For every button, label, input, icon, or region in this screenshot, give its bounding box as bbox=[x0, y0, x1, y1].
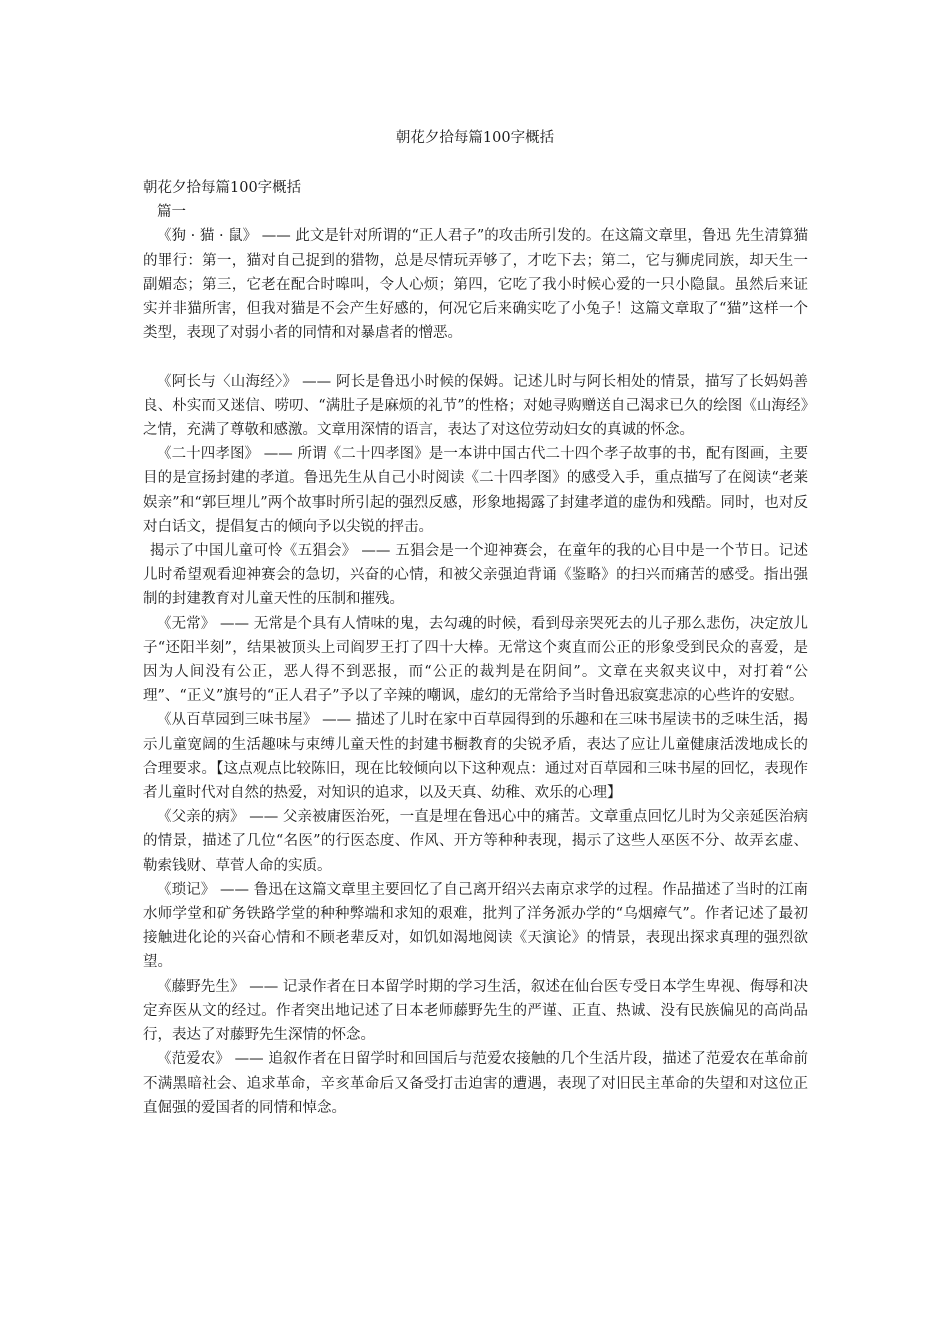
paragraph-baicaoyuan: 《从百草园到三味书屋》 —— 描述了儿时在家中百草园得到的乐趣和在三味书屋读书的乏味生活，揭示儿童宽阔的生活趣味与束缚儿童天性的封建书橱教育的尖锐矛盾，表达了应让儿童健康活泼地成长的合理要求。【这点观点比较陈旧，现在比较倾向以下这种观点：通过对百草园和三味书屋的回忆，表现作者儿童时代对自然的热爱，对知识的追求，以及天真、幼稚、欢乐的心理】 bbox=[143, 712, 808, 802]
document-subtitle: 朝花夕拾每篇100字概括 bbox=[143, 180, 302, 196]
section-label: 篇一 bbox=[157, 204, 186, 221]
paragraph-wuchang-festival: 揭示了中国儿童可怜《五猖会》 —— 五猖会是一个迎神赛会，在童年的我的心目中是一个节日。记述儿时希望观看迎神赛会的急切，兴奋的心情，和被父亲强迫背诵《鉴略》的扫兴而痛苦的感受。指出强制的封建教育对儿童天性的压制和摧残。 bbox=[143, 543, 808, 608]
paragraph-ah-chang: 《阿长与〈山海经〉》 —— 阿长是鲁迅小时候的保姆。记述儿时与阿长相处的情景，描写了长妈妈善良、朴实而又迷信、唠叨、“满肚子是麻烦的礼节”的性格；对她寻购赠送自己渴求已久的绘图《山海经》之情，充满了尊敬和感激。文章用深情的语言，表达了对这位劳动妇女的真诚的怀念。 bbox=[143, 373, 808, 439]
paragraph-wuchang: 《无常》 —— 无常是个具有人情味的鬼，去勾魂的时候，看到母亲哭死去的儿子那么悲伤，决定放儿子“还阳半刻”，结果被顶头上司阎罗王打了四十大棒。无常这个爽直而公正的形象受到民众的喜爱，是因为人间没有公正，恶人得不到恶报，而“公正的裁判是在阴间”。文章在夹叙夹议中，对打着“公理”、“正义”旗号的“正人君子”予以了辛辣的嘲讽，虚幻的无常给予当时鲁迅寂寞悲凉的心些许的安慰。 bbox=[143, 615, 808, 705]
paragraph-fan-ainong: 《范爱农》 —— 追叙作者在日留学时和回国后与范爱农接触的几个生活片段，描述了范爱农在革命前不满黑暗社会、追求革命，辛亥革命后又备受打击迫害的遭遇，表现了对旧民主革命的失望和对这位正直倔强的爱国者的同情和悼念。 bbox=[143, 1051, 808, 1116]
paragraph-suoji: 《琐记》 —— 鲁迅在这篇文章里主要回忆了自己离开绍兴去南京求学的过程。作品描述了当时的江南水师学堂和矿务铁路学堂的种种弊端和求知的艰难，批判了洋务派办学的“乌烟瘴气”。作者记述了最初接触进化论的兴奋心情和不顾老辈反对，如饥如渴地阅读《天演论》的情景，表现出探求真理的强烈欲望。 bbox=[143, 881, 808, 971]
paragraph-dog-cat-mouse: 《狗 · 猫 · 鼠》 —— 此文是针对所谓的“正人君子”的攻击所引发的。在这篇文章里，鲁迅 先生清算猫的罪行：第一，猫对自己捉到的猎物，总是尽情玩弄够了，才吃下去；第二，它与狮虎同族，却天生一副媚态；第三，它老在配合时嗥叫，令人心烦；第四，它吃了我小时候心爱的一只小隐鼠。虽然后来证实并非猫所害，但我对猫是不会产生好感的，何况它后来确实吃了小兔子！这篇文章取了“猫”这样一个类型，表现了对弱小者的同情和对暴虐者的憎恶。 bbox=[143, 228, 808, 342]
blank-line bbox=[143, 345, 808, 369]
paragraph-fujino: 《藤野先生》 —— 记录作者在日本留学时期的学习生活，叙述在仙台医专受日本学生卑视、侮辱和决定弃医从文的经过。作者突出地记述了日本老师藤野先生的严谨、正直、热诚、没有民族偏见的高尚品行，表达了对藤野先生深情的怀念。 bbox=[143, 978, 808, 1044]
paragraph-father-illness: 《父亲的病》 —— 父亲被庸医治死，一直是埋在鲁迅心中的痛苦。文章重点回忆儿时为父亲延医治病的情景，描述了几位“名医”的行医态度、作风、开方等种种表现，揭示了这些人巫医不分、故弄玄虚、勒索钱财、草菅人命的实质。 bbox=[143, 809, 808, 874]
paragraph-24-filial-piety: 《二十四孝图》 —— 所谓《二十四孝图》是一本讲中国古代二十四个孝子故事的书，配有图画，主要目的是宣扬封建的孝道。鲁迅先生从自己小时阅读《二十四孝图》的感受入手，重点描写了在阅读“老莱娱亲”和“郭巨埋儿”两个故事时所引起的强烈反感，形象地揭露了封建孝道的虚伪和残酷。同时，也对反对白话文，提倡复古的倾向予以尖锐的抨击。 bbox=[143, 446, 808, 535]
document-title: 朝花夕拾每篇100字概括 bbox=[395, 130, 555, 146]
document-body bbox=[143, 176, 808, 1120]
